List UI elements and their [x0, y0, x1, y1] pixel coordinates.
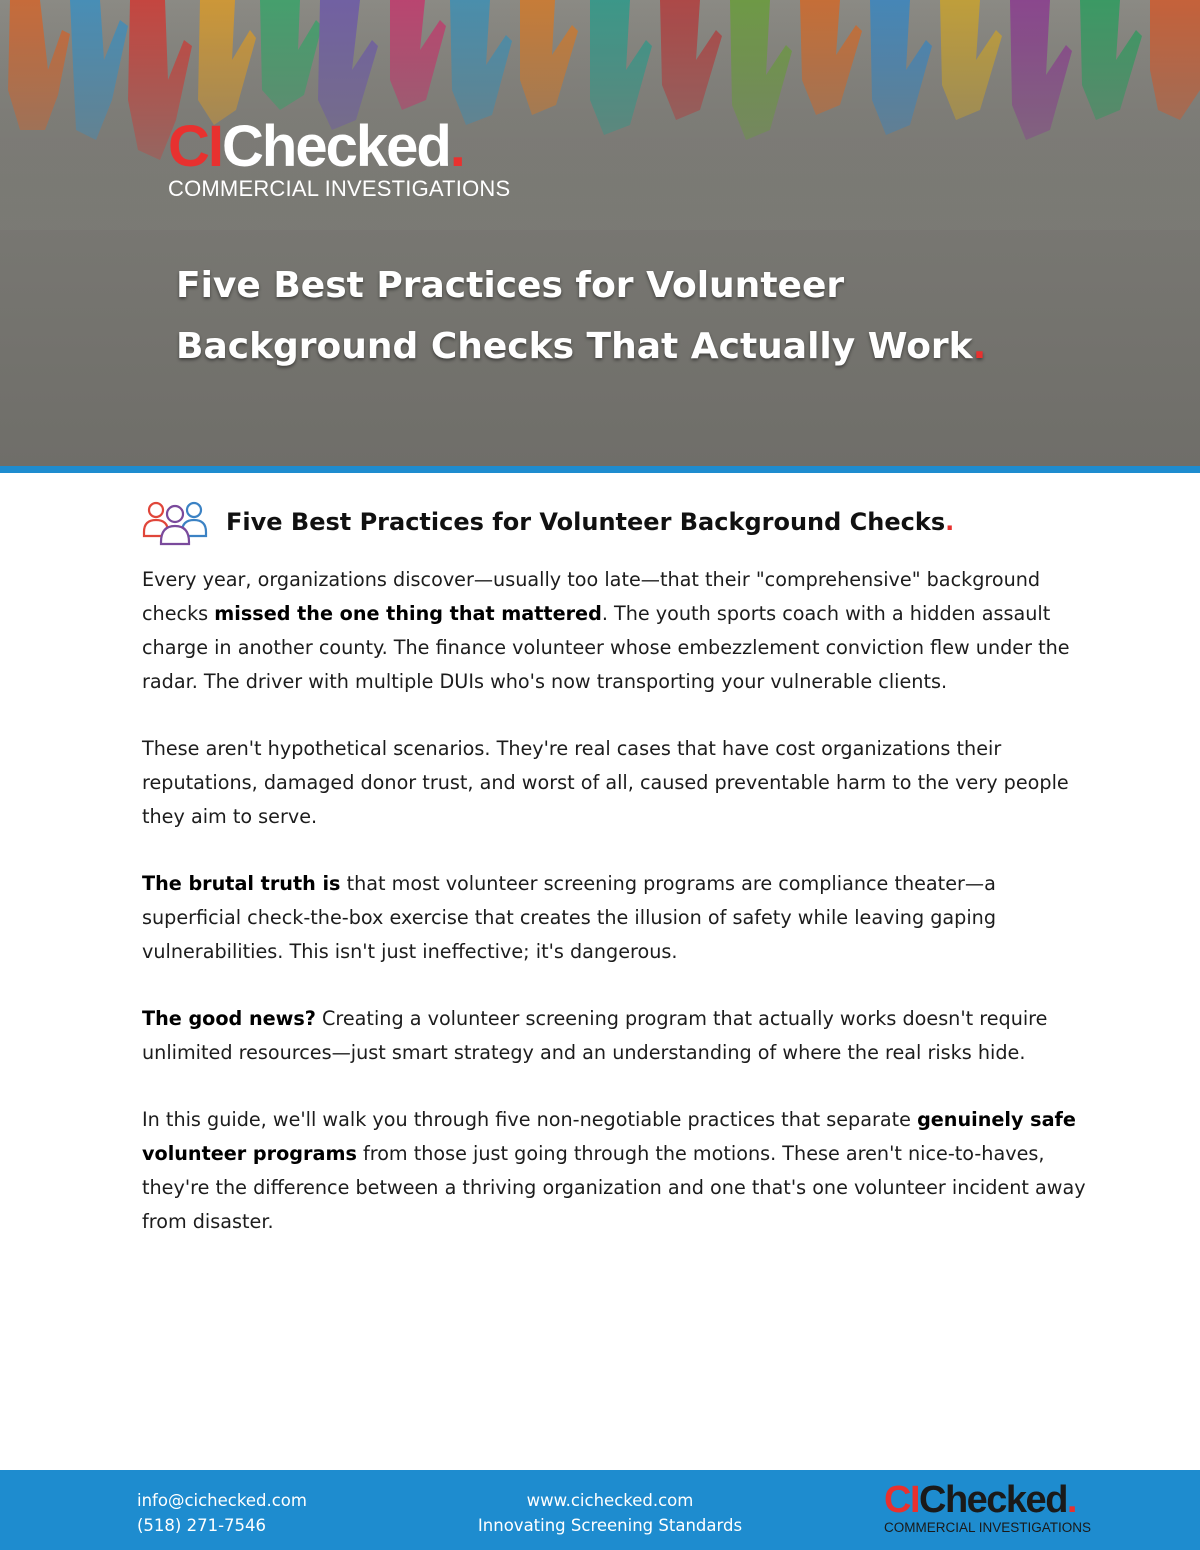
- hero-banner: [0, 0, 1200, 466]
- hero-title-dot: .: [972, 326, 987, 367]
- p4-text: Creating a volunteer screening program that actually works doesn't require unlimited resources—just smart strategy and an understanding of where the real risks hide.: [142, 1007, 1048, 1064]
- footer-contact: [137, 1488, 307, 1538]
- footer-logo: [884, 1480, 1091, 1535]
- paragraph-intro: [142, 563, 1087, 699]
- section-heading: [142, 498, 954, 546]
- p1-bold: missed the one thing that mattered: [214, 602, 602, 625]
- footer-web: [440, 1488, 780, 1538]
- brand-logo: [168, 114, 511, 202]
- p4-bold: The good news?: [142, 1007, 316, 1030]
- p5-bold: genuinely safe volunteer programs: [142, 1108, 1076, 1165]
- p5-text-a: In this guide, we'll walk you through five non-negotiable practices that separate: [142, 1108, 918, 1131]
- footer-email[interactable]: info@cichecked.com: [137, 1491, 307, 1510]
- footer-logo-checked: Checked: [919, 1479, 1067, 1521]
- hero-divider: [0, 466, 1200, 473]
- article-body: [142, 563, 1087, 1272]
- p1-text-a: Every year, organizations discover—usually too late—that their "comprehensive" background checks: [142, 568, 1041, 625]
- hero-title: [176, 255, 1076, 377]
- footer-logo-dot: .: [1066, 1479, 1076, 1521]
- logo-dot: .: [449, 114, 464, 179]
- logo-ci: CI: [168, 114, 222, 179]
- p3-text: that most volunteer screening programs are compliance theater—a superficial check-the-box exercise that creates the illusion of safety while leaving gaping vulnerabilities. This isn't just ineffective; it's dangerous.: [142, 872, 997, 963]
- footer-slogan: Innovating Screening Standards: [477, 1516, 743, 1535]
- p3-bold: The brutal truth is: [142, 872, 341, 895]
- section-title-dot: .: [945, 508, 955, 536]
- paragraph-guide: [142, 1103, 1087, 1239]
- p1-text-b: . The youth sports coach with a hidden assault charge in another county. The finance volunteer whose embezzlement conviction flew under the radar. The driver with multiple DUIs who's now transporting your vulnerable clients.: [142, 602, 1070, 693]
- logo-tagline: COMMERCIAL INVESTIGATIONS: [168, 176, 511, 201]
- hero-title-line1: Five Best Practices for Volunteer: [176, 265, 845, 306]
- footer: [0, 1470, 1200, 1550]
- people-group-icon: [142, 498, 208, 546]
- section-title-text: Five Best Practices for Volunteer Background Checks: [226, 508, 946, 536]
- hero-title-line2: Background Checks That Actually Work: [176, 326, 973, 367]
- section-title: [226, 508, 954, 536]
- logo-checked: Checked: [222, 114, 450, 179]
- paragraph-scenarios: [142, 732, 1087, 834]
- p5-text-b: from those just going through the motions. These aren't nice-to-haves, they're the difference between a thriving organization and one that's one volunteer incident away from disaster.: [142, 1142, 1086, 1233]
- paragraph-good-news: [142, 1002, 1087, 1070]
- footer-logo-ci: CI: [884, 1479, 919, 1521]
- paragraph-brutal-truth: [142, 867, 1087, 969]
- footer-logo-tagline: COMMERCIAL INVESTIGATIONS: [884, 1520, 1092, 1535]
- footer-phone[interactable]: (518) 271-7546: [137, 1516, 267, 1535]
- p2-text: These aren't hypothetical scenarios. They're real cases that have cost organizations their reputations, damaged donor trust, and worst of all, caused preventable harm to the very people they aim to serve.: [142, 737, 1069, 828]
- footer-website[interactable]: www.cichecked.com: [526, 1491, 694, 1510]
